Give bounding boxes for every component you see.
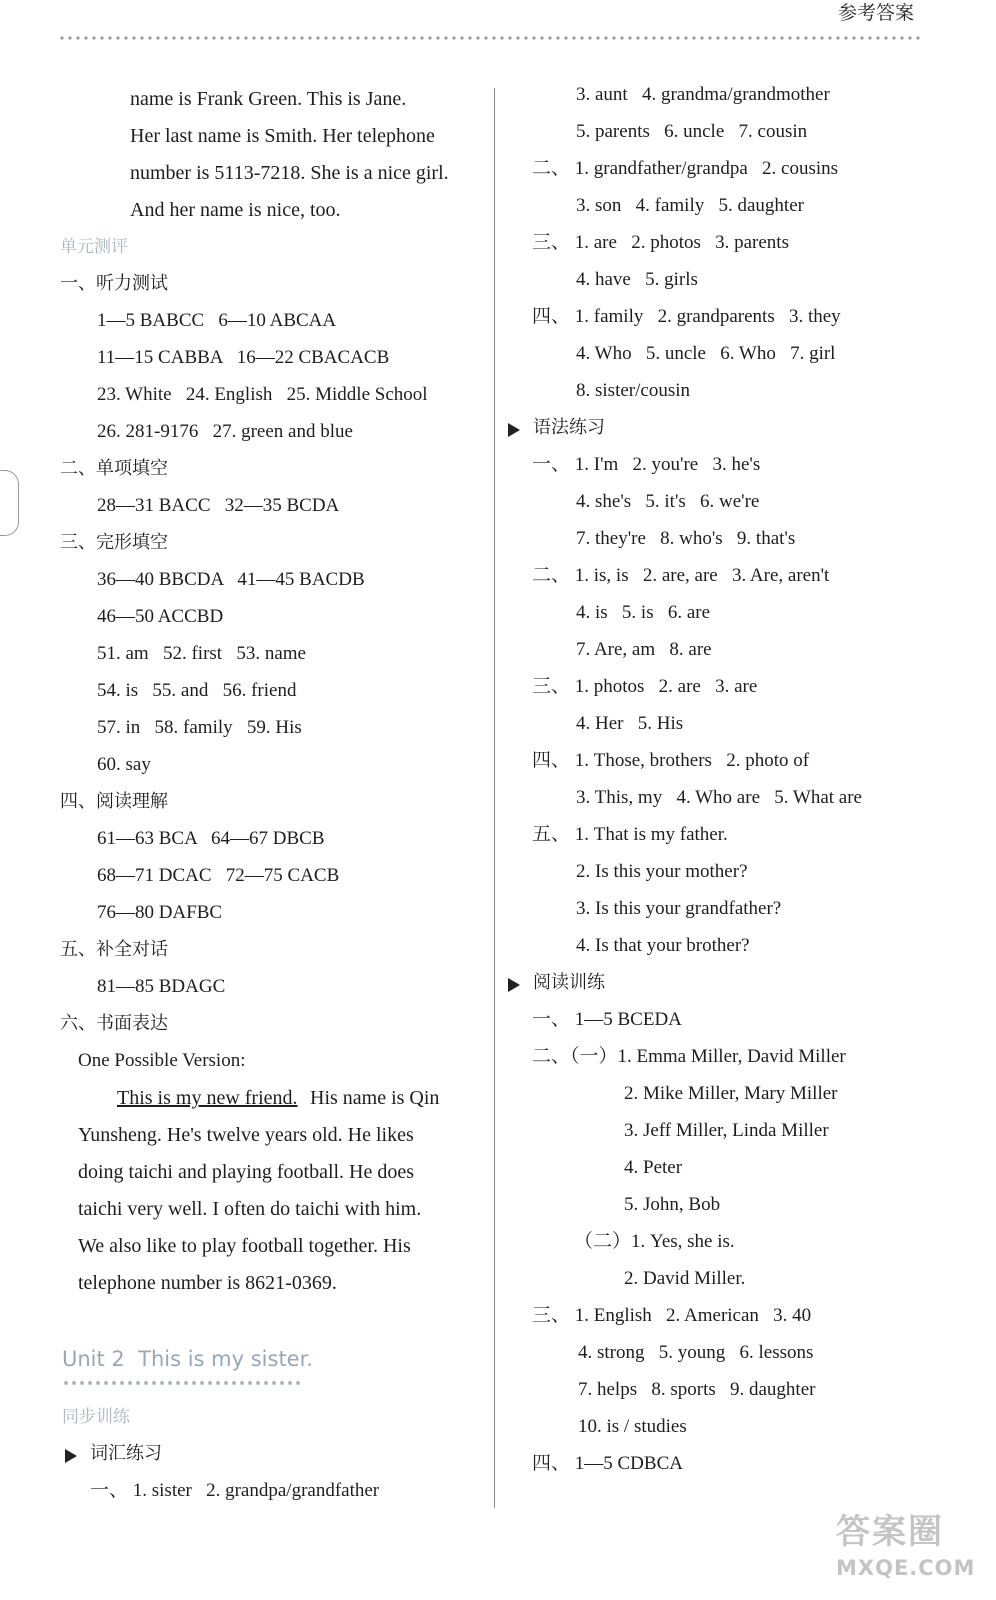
watermark-top-text: 答案圈 (836, 1512, 944, 1552)
answer-line: 1—5 BABCC 6—10 ABCAA (97, 310, 337, 331)
prose-line: name is Frank Green. This is Jane. (130, 88, 407, 110)
answer-line: 3. This, my 4. Who are 5. What are (576, 787, 862, 808)
section-title: 单元测评 (60, 237, 128, 257)
section-title: 同步训练 (62, 1407, 130, 1427)
answer-line: 76—80 DAFBC (97, 902, 223, 923)
answer-line: 四、 1. family 2. grandparents 3. they (532, 306, 841, 327)
prose-line: We also like to play football together. His (78, 1235, 411, 1257)
exercise-heading: 二、单项填空 (60, 458, 168, 479)
answer-line: 一、 1—5 BCEDA (532, 1009, 682, 1030)
answer-line: 2. David Miller. (624, 1268, 746, 1289)
triangle-bullet-icon (508, 978, 520, 992)
exercise-heading: 词汇练习 (90, 1443, 162, 1464)
answer-line: 36—40 BBCDA 41—45 BACDB (97, 569, 365, 590)
answer-line: （二）1. Yes, she is. (574, 1231, 735, 1252)
answer-line: 11—15 CABBA 16—22 CBACACB (97, 347, 390, 368)
watermark-bottom-text: MXQE.COM (836, 1556, 976, 1580)
answer-line: 4. Peter (624, 1157, 683, 1178)
underlined-opening-sentence: This is my new friend. (117, 1087, 298, 1109)
watermark-logo (836, 1500, 976, 1596)
answer-line: 三、 1. are 2. photos 3. parents (532, 232, 789, 253)
prose-line: Her last name is Smith. Her telephone (130, 125, 435, 147)
prose-line: doing taichi and playing football. He does (78, 1161, 415, 1183)
answer-line: 26. 281-9176 27. green and blue (97, 421, 353, 442)
answer-line: 3. Is this your grandfather? (576, 898, 782, 919)
triangle-bullet-icon (65, 1449, 77, 1463)
page-header-title: 参考答案 (837, 2, 914, 24)
prose-line: taichi very well. I often do taichi with him. (78, 1198, 422, 1220)
prose-line: number is 5113-7218. She is a nice girl. (130, 162, 449, 184)
answer-line: 51. am 52. first 53. name (97, 643, 306, 664)
answer-line: 三、 1. English 2. American 3. 40 (532, 1305, 812, 1326)
answer-line: 28—31 BACC 32—35 BCDA (97, 495, 340, 516)
answer-line: 5. parents 6. uncle 7. cousin (576, 121, 808, 142)
answer-line: 23. White 24. English 25. Middle School (97, 384, 428, 405)
answer-line: 81—85 BDAGC (97, 976, 226, 997)
answer-line: 4. strong 5. young 6. lessons (578, 1342, 814, 1363)
answer-line: 7. Are, am 8. are (576, 639, 712, 660)
answer-line: 五、 1. That is my father. (532, 824, 728, 845)
header-dotted-rule (58, 36, 920, 40)
exercise-heading: 一、听力测试 (60, 273, 168, 294)
answer-line: 三、 1. photos 2. are 3. are (532, 676, 758, 697)
column-divider (494, 88, 495, 1508)
answer-line: 68—71 DCAC 72—75 CACB (97, 865, 340, 886)
binding-mark (0, 470, 19, 536)
answer-line: 二、（一）1. Emma Miller, David Miller (532, 1046, 846, 1067)
exercise-heading: 五、补全对话 (60, 939, 168, 960)
answer-line: 2. Mike Miller, Mary Miller (624, 1083, 838, 1104)
unit-title: Unit 2 This is my sister. (62, 1347, 313, 1371)
answer-line: 四、 1—5 CDBCA (532, 1453, 683, 1474)
exercise-heading: 语法练习 (533, 417, 605, 438)
answer-line: 四、 1. Those, brothers 2. photo of (532, 750, 810, 771)
answer-line: 4. Her 5. His (576, 713, 684, 734)
answer-line: 61—63 BCA 64—67 DBCB (97, 828, 325, 849)
prose-line: Yunsheng. He's twelve years old. He likes (78, 1124, 414, 1146)
answer-line: 4. is 5. is 6. are (576, 602, 711, 623)
exercise-heading: 六、书面表达 (60, 1013, 168, 1034)
answer-line: 7. helps 8. sports 9. daughter (578, 1379, 816, 1400)
answer-line: 一、 1. I'm 2. you're 3. he's (532, 454, 761, 475)
answer-line: 8. sister/cousin (576, 380, 690, 401)
answer-line: 60. say (97, 754, 151, 775)
answer-line: One Possible Version: (78, 1050, 246, 1071)
answer-line: 3. son 4. family 5. daughter (576, 195, 804, 216)
prose-line: His name is Qin (310, 1087, 440, 1109)
answer-line: 46—50 ACCBD (97, 606, 224, 627)
answer-line: 7. they're 8. who's 9. that's (576, 528, 796, 549)
prose-line: telephone number is 8621-0369. (78, 1272, 337, 1294)
exercise-heading: 三、完形填空 (60, 532, 168, 553)
answer-line: 4. Who 5. uncle 6. Who 7. girl (576, 343, 836, 364)
answer-line: 5. John, Bob (624, 1194, 721, 1215)
answer-line: 4. have 5. girls (576, 269, 698, 290)
answer-line: 二、 1. grandfather/grandpa 2. cousins (532, 158, 839, 179)
triangle-bullet-icon (508, 423, 520, 437)
answer-line: 二、 1. is, is 2. are, are 3. Are, aren't (532, 565, 830, 586)
prose-line: And her name is nice, too. (130, 199, 341, 221)
answer-line: 4. Is that your brother? (576, 935, 750, 956)
answer-line: 10. is / studies (578, 1416, 687, 1437)
answer-line: 57. in 58. family 59. His (97, 717, 302, 738)
answer-line: 一、 1. sister 2. grandpa/grandfather (90, 1480, 380, 1501)
answer-line: 2. Is this your mother? (576, 861, 748, 882)
exercise-heading: 四、阅读理解 (60, 791, 168, 812)
answer-line: 3. Jeff Miller, Linda Miller (624, 1120, 829, 1141)
exercise-heading: 阅读训练 (533, 972, 605, 993)
answer-line: 4. she's 5. it's 6. we're (576, 491, 760, 512)
answer-line: 54. is 55. and 56. friend (97, 680, 297, 701)
unit-dotted-rule (62, 1381, 304, 1385)
answer-line: 3. aunt 4. grandma/grandmother (576, 84, 830, 105)
